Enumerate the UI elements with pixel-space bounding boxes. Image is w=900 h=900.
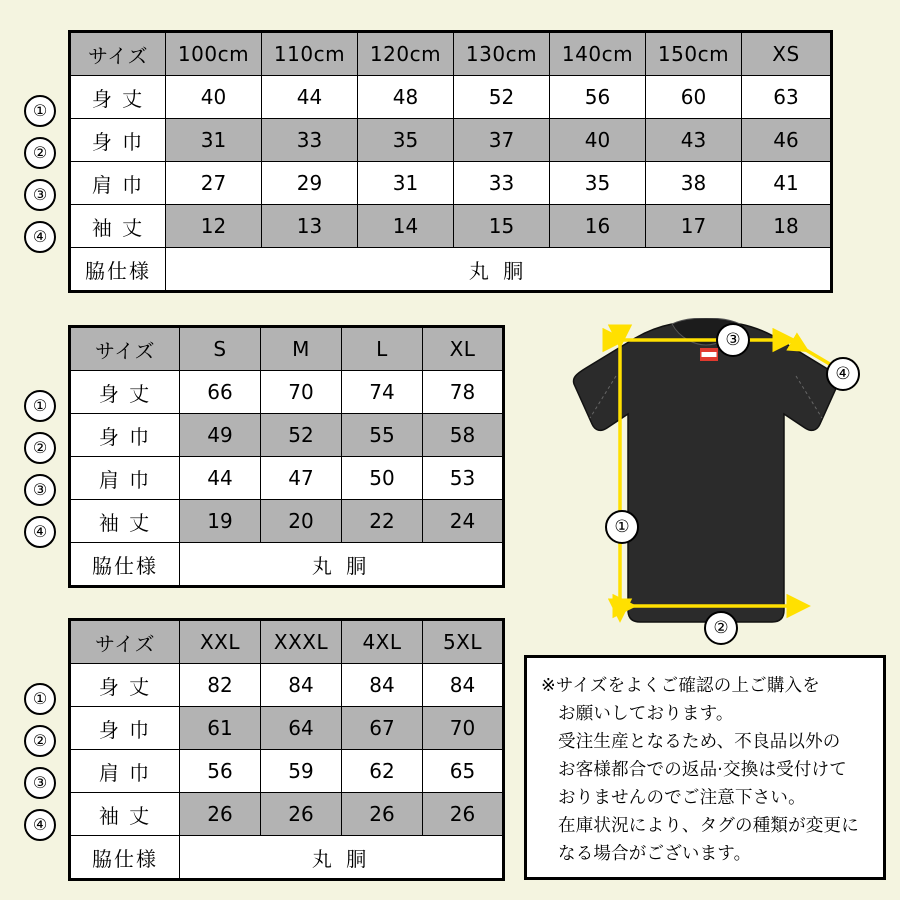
spec-label: 脇仕様 (70, 543, 180, 587)
size-table-adult-wrapper (32, 325, 505, 588)
cell: 82 (180, 664, 261, 707)
header-col-0: XXL (180, 620, 261, 664)
header-col-5: 150cm (646, 32, 742, 76)
header-col-4: 140cm (550, 32, 646, 76)
cell: 19 (180, 500, 261, 543)
marker-3: ③ (24, 474, 56, 506)
cell: 44 (180, 457, 261, 500)
header-col-0: 100cm (166, 32, 262, 76)
header-col-3: 130cm (454, 32, 550, 76)
size-table-adult (68, 325, 505, 588)
cell: 70 (261, 371, 342, 414)
note-line: 在庫状況により、タグの種類が変更に (558, 816, 859, 836)
size-table-big (68, 618, 505, 881)
brand-tag-stripe (702, 352, 717, 357)
cell: 40 (166, 76, 262, 119)
cell: 59 (261, 750, 342, 793)
cell: 48 (358, 76, 454, 119)
marker-3: ③ (24, 767, 56, 799)
header-col-1: XXXL (261, 620, 342, 664)
marker-2: ② (24, 725, 56, 757)
note-line: なる場合がございます。 (558, 844, 752, 864)
cell: 17 (646, 205, 742, 248)
tshirt-diagram (520, 318, 892, 648)
table-row (70, 793, 504, 836)
header-col-1: 110cm (262, 32, 358, 76)
marker-4: ④ (24, 516, 56, 548)
header-col-1: M (261, 327, 342, 371)
row-label: 袖 丈 (70, 793, 180, 836)
cell: 37 (454, 119, 550, 162)
header-size-label: サイズ (70, 620, 180, 664)
row-label: 身 巾 (70, 707, 180, 750)
diagram-marker-sleeve-length: ④ (826, 357, 860, 391)
cell: 26 (180, 793, 261, 836)
size-table-big-wrapper (32, 618, 505, 881)
cell: 61 (180, 707, 261, 750)
header-col-2: L (342, 327, 423, 371)
table-row (70, 414, 504, 457)
header-col-2: 4XL (342, 620, 423, 664)
cell: 27 (166, 162, 262, 205)
table-row (70, 205, 832, 248)
cell: 74 (342, 371, 423, 414)
cell: 31 (358, 162, 454, 205)
row-label: 身 巾 (70, 414, 180, 457)
cell: 60 (646, 76, 742, 119)
note-line: おりませんのでご注意下さい。 (558, 788, 806, 808)
spec-label: 脇仕様 (70, 836, 180, 880)
cell: 41 (742, 162, 832, 205)
header-col-0: S (180, 327, 261, 371)
cell: 78 (423, 371, 504, 414)
cell: 63 (742, 76, 832, 119)
cell: 53 (423, 457, 504, 500)
diagram-marker-body-width: ② (704, 611, 738, 645)
row-label: 肩 巾 (70, 750, 180, 793)
note-line: 受注生産となるため、不良品以外の (558, 732, 841, 752)
table-header-row (70, 620, 504, 664)
cell: 43 (646, 119, 742, 162)
cell: 66 (180, 371, 261, 414)
cell: 18 (742, 205, 832, 248)
table-header-row (70, 32, 832, 76)
cell: 38 (646, 162, 742, 205)
table-row (70, 119, 832, 162)
cell: 49 (180, 414, 261, 457)
table-row (70, 750, 504, 793)
cell: 52 (261, 414, 342, 457)
row-label: 袖 丈 (70, 500, 180, 543)
cell: 35 (550, 162, 646, 205)
table-row (70, 162, 832, 205)
cell: 67 (342, 707, 423, 750)
cell: 58 (423, 414, 504, 457)
row-label: 肩 巾 (70, 162, 166, 205)
note-line: ※サイズをよくご確認の上ご購入を (541, 676, 820, 696)
cell: 65 (423, 750, 504, 793)
cell: 84 (261, 664, 342, 707)
cell: 52 (454, 76, 550, 119)
diagram-marker-body-length: ① (605, 510, 639, 544)
spec-value: 丸 胴 (166, 248, 832, 292)
size-table-kids (68, 30, 833, 293)
cell: 14 (358, 205, 454, 248)
cell: 12 (166, 205, 262, 248)
table-spec-row (70, 836, 504, 880)
cell: 16 (550, 205, 646, 248)
spec-label: 脇仕様 (70, 248, 166, 292)
header-col-3: 5XL (423, 620, 504, 664)
marker-2: ② (24, 137, 56, 169)
row-label: 肩 巾 (70, 457, 180, 500)
marker-2: ② (24, 432, 56, 464)
note-line: お客様都合での返品·交換は受付けて (558, 760, 847, 780)
diagram-marker-shoulder-width: ③ (716, 323, 750, 357)
cell: 26 (342, 793, 423, 836)
cell: 47 (261, 457, 342, 500)
marker-1: ① (24, 390, 56, 422)
marker-1: ① (24, 683, 56, 715)
table-spec-row (70, 543, 504, 587)
cell: 84 (342, 664, 423, 707)
cell: 24 (423, 500, 504, 543)
spec-value: 丸 胴 (180, 836, 504, 880)
header-col-2: 120cm (358, 32, 454, 76)
marker-4: ④ (24, 221, 56, 253)
cell: 33 (262, 119, 358, 162)
table-row (70, 500, 504, 543)
cell: 26 (423, 793, 504, 836)
header-col-3: XL (423, 327, 504, 371)
row-label: 身 丈 (70, 371, 180, 414)
marker-3: ③ (24, 179, 56, 211)
cell: 29 (262, 162, 358, 205)
cell: 40 (550, 119, 646, 162)
cell: 46 (742, 119, 832, 162)
table-row (70, 707, 504, 750)
shirt-body (574, 324, 839, 622)
cell: 56 (180, 750, 261, 793)
cell: 44 (262, 76, 358, 119)
cell: 56 (550, 76, 646, 119)
table-spec-row (70, 248, 832, 292)
cell: 22 (342, 500, 423, 543)
cell: 70 (423, 707, 504, 750)
row-label: 袖 丈 (70, 205, 166, 248)
table-header-row (70, 327, 504, 371)
table-row (70, 76, 832, 119)
row-label: 身 丈 (70, 664, 180, 707)
purchase-note-box (524, 655, 886, 880)
marker-4: ④ (24, 809, 56, 841)
row-label: 身 巾 (70, 119, 166, 162)
cell: 35 (358, 119, 454, 162)
table-row (70, 371, 504, 414)
cell: 84 (423, 664, 504, 707)
table-row (70, 664, 504, 707)
spec-value: 丸 胴 (180, 543, 504, 587)
cell: 13 (262, 205, 358, 248)
marker-1: ① (24, 95, 56, 127)
cell: 26 (261, 793, 342, 836)
cell: 50 (342, 457, 423, 500)
cell: 64 (261, 707, 342, 750)
cell: 20 (261, 500, 342, 543)
row-label: 身 丈 (70, 76, 166, 119)
cell: 31 (166, 119, 262, 162)
note-line: お願いしております。 (558, 704, 734, 724)
header-size-label: サイズ (70, 327, 180, 371)
cell: 62 (342, 750, 423, 793)
cell: 55 (342, 414, 423, 457)
cell: 33 (454, 162, 550, 205)
table-row (70, 457, 504, 500)
header-size-label: サイズ (70, 32, 166, 76)
header-col-6: XS (742, 32, 832, 76)
cell: 15 (454, 205, 550, 248)
size-table-kids-wrapper (32, 30, 833, 293)
